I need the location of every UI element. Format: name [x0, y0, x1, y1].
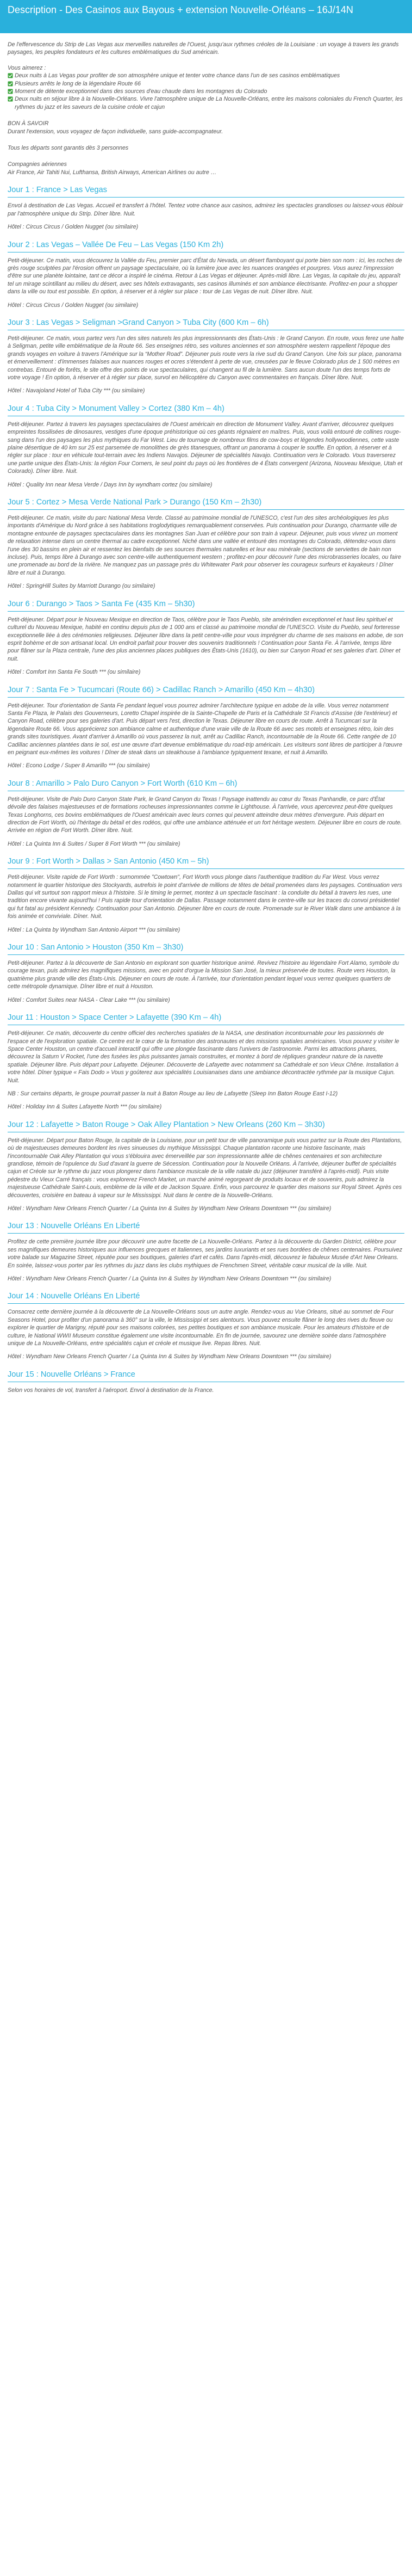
day-paragraph: Petit-déjeuner. Départ pour Baton Rouge, la capitale de la Louisiane, pour un petit tour de ville panoramique puis vous partez sur la Route des Plantations, où de majestueuses demeures bordent les rives sinueuses du mythique Mississippi. Chaque plantation raconte une histoire fascinante, mais l'incontournable Oak Alley Plantation qui vous s'éblouira avec émerveillée par son impressionnante allée de chênes centenaires et son architecture grandiose, témoin de l'opulence du Sud d'avant la guerre de Sécession. Continuation pour la Nouvelle Orléans. À l'arrivée, déjeuner buffet de spécialités cajun et Créole sur le rythme du jazz vous plongerez dans l'ambiance musicale de la ville natale du jazz (déjeuner transféré à l'après-midi). Puis visite pédestre du Vieux Carré français : vous explorerez French Market, un marché animé regorgeant de produits locaux et de souvenirs, puis admirez la majestueuse Cathédrale Saint-Louis, emblème de la ville et de Jackson Square. Enfin, vous parcourez le quartier des maisons sur Royal Street. Après ces découvertes, croisière en bateau à vapeur sur le Mississippi. Nuit dans le centre de la Nouvelle-Orléans. — [8, 1137, 402, 1199]
day-paragraph: Petit-déjeuner. Partez à la découverte de San Antonio en explorant son quartier historique animé. Revivez l'histoire au légendaire Fort Alamo, symbole du courage texan, puis admirez les magnifiques missions, avec en point d'orgue la Mission San José, la mieux préservée de toutes. Route vers Houston, la quatrième plus grande ville des États-Unis. Déjeuner en cours de route. À l'arrivée, tour d'orientation pendant lequel vous verrez quelques quartiers de cette métropole dynamique. Dîner libre et nuit à Houston. — [8, 960, 399, 990]
day-title: Jour 6 : Durango > Taos > Santa Fe (435 Km – 5h30) — [8, 599, 195, 608]
day-paragraph: Hôtel : Circus Circus / Golden Nugget (ou similaire) — [8, 224, 139, 231]
checkbox-icon — [8, 89, 13, 94]
day-paragraph: Hôtel : Comfort Suites near NASA - Clear Lake *** (ou similaire) — [8, 996, 170, 1003]
day-section — [8, 240, 404, 309]
title-bar — [0, 0, 412, 33]
day-title: Jour 2 : Las Vegas – Vallée De Feu – Las Vegas (150 Km 2h) — [8, 240, 224, 249]
day-paragraph: Hôtel : Wyndham New Orleans French Quarter / La Quinta Inn & Suites by Wyndham New Orleans Downtown *** (ou similaire) — [8, 1275, 332, 1283]
day-section — [8, 856, 404, 934]
day-paragraph: Profitez de cette première journée libre pour découvrir une autre facette de La Nouvelle-Orléans. Partez à la découverte du Garden District, célèbre pour ses magnifiques demeures historiques aux influences grecques et italiennes, ses jardins luxuriants et ses rues bordées de chênes centenaires. Poursuivez votre balade sur Magazine Street, réputée pour ses boutiques, galeries d'art et cafés. Dans l'après-midi, découvrez le fabuleux Musée d'Art New Orleans. En soirée, laissez-vous porter par les rythmes du jazz dans les clubs mythiques de Frenchmen Street, véritable cœur musical de la ville. Nuit. — [8, 1238, 403, 1269]
bon-a-savoir-text: Durant l'extension, vous voyagez de façon individuelle, sans guide-accompagnateur. — [8, 128, 223, 135]
day-section — [8, 599, 404, 676]
airlines-heading: Compagnies aériennes — [8, 161, 67, 168]
day-title: Jour 1 : France > Las Vegas — [8, 186, 107, 195]
day-section — [8, 1013, 404, 1111]
day-title: Jour 14 : Nouvelle Orléans En Liberté — [8, 1292, 140, 1301]
day-paragraph: Hôtel : Econo Lodge / Super 8 Amarillo *** (ou similaire) — [8, 762, 150, 769]
highlight-text: Plusieurs arrêts le long de la légendaire Route 66 — [15, 80, 141, 87]
highlight-item — [8, 88, 404, 95]
day-section — [8, 685, 404, 770]
highlight-item — [8, 80, 404, 88]
day-section — [8, 942, 404, 1004]
day-paragraph: Petit-déjeuner. Partez à travers les paysages spectaculaires de l'Ouest américain en direction de Monument Valley. Avant d'arriver, découvrez quelques empreintes fossilisées de dinosaures, vestiges d'une époque préhistorique où ces géants régnaient en maîtres. Puis, vous voilà entouré de collines rouge-sang dans l'un des paysages les plus mythiques du Far West. Lieu de tournage de nombreux films de cow-boys et légendes hollywoodiennes, cette vaste plaine désertique de 40 km sur 25 est parsemée de monolithes de grès titanesques, offrant un panorama à couper le souffle. En option, à réserver et à régler sur place : tour en véhicule tout-terrain avec les Indiens Navajos. Déjeuner de spécialités Navajo. Continuation vers le Colorado. Vous traverserez une partie unique des États-Unis: la région Four Corners, le seul point du pays où les frontières de 4 États convergent (Arizona, Nouveau Mexique, Utah et Colorado). Dîner libre. Nuit. — [8, 421, 403, 475]
day-title: Jour 12 : Lafayette > Baton Rouge > Oak Alley Plantation > New Orleans (260 Km – 3h30) — [8, 1120, 325, 1129]
day-paragraph: Petit-déjeuner. Ce matin, découverte du centre officiel des recherches spatiales de la NASA, une destination incontournable pour les passionnés de l'espace et de l'exploration spatiale. Ce centre est le cœur de la formation des astronautes et des missions spatiales américaines. Vous pouvez y visiter le Space Center Houston, un centre d'accueil interactif qui offre une plongée fascinante dans l'univers de l'astronomie. Parmi les attractions phares, découvrez la Saturn V Rocket, l'une des fusées les plus puissantes jamais construites, et montez à bord de répliques grandeur nature de la navette spatiale. Déjeuner libre. Puis départ pour Lafayette. Déjeuner. Découverte de Lafayette avec notamment sa Cathédrale et son Vieux Chêne. Installation à votre hôtel. Dîner typique « Fais Dodo » Vous y goûterez aux spécialités Louisianaises dans une ambiance décontractée rythmée par la musique Cajun. Nuit. — [8, 1030, 399, 1084]
day-divider — [8, 509, 404, 510]
day-paragraph: Petit-déjeuner. Ce matin, vous partez vers l'un des sites naturels les plus impressionnants des États-Unis : le Grand Canyon. En route, vous ferez une halte à Seligman, petite ville emblématique de la Route 66. Ses enseignes rétro, ses voitures anciennes et son atmosphère western rappellent l'époque des grands voyages en voiture à travers l'Amérique sur la “Mother Road”. Déjeuner puis route vers la rive sud du Grand Canyon. Une fois sur place, panorama et émerveillement : d'immenses falaises aux nuances rouges et ocres s'étendent à perte de vue, creusées par le fleuve Colorado plus de 1 500 mètres en contrebas. Entouré de forêts, le site offre des points de vue spectaculaires, qui changent au fil de la lumière. Sans aucun doute l'un des temps forts de votre voyage ! En option, à réserver et à régler sur place, survol en hélicoptère du Canyon avec commentaires en français. Dîner libre. Nuit. — [8, 335, 404, 381]
day-paragraph: Hôtel : Wyndham New Orleans French Quarter / La Quinta Inn & Suites by Wyndham New Orleans Downtown *** (ou similaire) — [8, 1205, 332, 1212]
highlight-text: Deux nuits en séjour libre à la Nouvelle-Orléans. Vivre l'atmosphère unique de La Nouvelle-Orléans, entre les maisons coloniales du French Quarter, les rythmes du jazz et les saveurs de la cuisine créole et cajun — [15, 96, 403, 110]
day-divider — [8, 611, 404, 612]
highlights-heading: Vous aimerez : — [8, 64, 46, 71]
day-paragraph: Hôtel : Wyndham New Orleans French Quarter / La Quinta Inn & Suites by Wyndham New Orleans Downtown *** (ou similaire) — [8, 1353, 332, 1360]
day-divider — [8, 697, 404, 698]
day-divider — [8, 954, 404, 955]
airlines — [8, 161, 404, 176]
day-paragraph: Petit-déjeuner. Ce matin, visite du parc National Mesa Verde. Classé au patrimoine mondial de l'UNESCO, c'est l'un des sites archéologiques les plus importants d'Amérique du Nord grâce à ses habitations troglodytiques remarquablement conservées. Puis continuation pour Durango, charmante ville de montagne entourée de paysages spectaculaires dans les montagnes San Juan et célèbre pour son train à vapeur. Déjeuner, puis vous vivrez un moment de relaxation intense dans un centre thermal au cadre exceptionnel. Niché dans une vallée et entouré des montagnes du Colorado, détendez-vous dans l'une des 30 bassins en plein air et ressentez les bienfaits de ses sources thermales naturelles et leur eau minérale (sections de serviettes de bain non incluse). Puis, temps libre à Durango avec son centre-ville authentiquement western ; profitez-en pour découvrir l'une des microbrasseries locales, ou faire une promenade au bord de la rivière. Ne manquez pas un passage près du Whitewater Park pour observer les courageux surfeurs et kayakeurs ! Dîner libre et nuit à Durango. — [8, 515, 401, 576]
day-divider — [8, 1303, 404, 1304]
day-paragraph: Petit-déjeuner. Visite de Palo Duro Canyon State Park, le Grand Canyon du Texas ! Paysage inattendu au cœur du Texas Panhandle, ce parc d'État dévoile des falaises majestueuses et de formations rocheuses impressionnantes comme le Lighthouse. À l'arrivée, vous apercevrez peut-être quelques Texas Longhorns, ces bovins emblématiques de l'Ouest américain avec leurs cornes qui peuvent atteindre deux mètres d'envergure. Puis départ en direction de Fort Worth, où l'héritage du bétail et des rodéos, qui offre une ambiance atténuée et un fort héritage western. Déjeuner libre en cours de route. Arrivée en région de Fort Worth. Dîner libre. Nuit. — [8, 796, 402, 834]
page-title: Description - Des Casinos aux Bayous + extension Nouvelle-Orléans – 16J/14N — [8, 4, 353, 15]
departures-note: Tous les départs sont garantis dès 3 personnes — [8, 145, 129, 152]
day-paragraph: Consacrez cette dernière journée à la découverte de La Nouvelle-Orléans sous un autre angle. Rendez-vous au Vue Orleans, situé au sommet de Four Seasons Hotel, pour profiter d'un panorama à 360° sur la ville, le Mississippi et ses alentours. Vous pouvez ensuite flâner le long des rives du fleuve ou explorer le quartier de Marigny, réputé pour ses maisons colorées, ses petites boutiques et son ambiance musicale. Pour les amateurs d'histoire et de culture, le National WWII Museum constitue également une visite incontournable. En fin de journée, savourez une dernière soirée dans l'atmosphère unique de La Nouvelle-Orléans, entre spécialités cajun et créole et musique live. Repas libres. Nuit. — [8, 1309, 394, 1347]
day-section — [8, 404, 404, 489]
day-title: Jour 4 : Tuba City > Monument Valley > Cortez (380 Km – 4h) — [8, 404, 224, 413]
highlight-item — [8, 72, 404, 79]
day-title: Jour 9 : Fort Worth > Dallas > San Antonio (450 Km – 5h) — [8, 857, 209, 866]
highlight-text: Moment de détente exceptionnel dans des sources d'eau chaude dans les montagnes du Colorado — [15, 88, 267, 95]
day-title: Jour 3 : Las Vegas > Seligman >Grand Canyon > Tuba City (600 Km – 6h) — [8, 318, 269, 327]
day-title: Jour 7 : Santa Fe > Tucumcari (Route 66) > Cadillac Ranch > Amarillo (450 Km – 4h30) — [8, 685, 315, 694]
day-section — [8, 497, 404, 590]
highlights — [8, 64, 404, 111]
highlight-text: Deux nuits à Las Vegas pour profiter de son atmosphère unique et tenter votre chance dans l'un de ses casinos emblématiques — [15, 72, 340, 79]
day-title: Jour 15 : Nouvelle Orléans > France — [8, 1370, 135, 1379]
day-paragraph: Hôtel : Circus Circus / Golden Nugget (ou similaire) — [8, 301, 139, 309]
checkbox-icon — [8, 96, 13, 102]
day-section — [8, 1370, 404, 1394]
content — [0, 41, 412, 1394]
day-section — [8, 185, 404, 231]
day-paragraph: Hôtel : Navajoland Hotel of Tuba City *** (ou similaire) — [8, 387, 145, 395]
day-section — [8, 318, 404, 395]
itinerary — [8, 185, 404, 1394]
checkbox-icon — [8, 73, 13, 78]
day-divider — [8, 868, 404, 869]
day-paragraph: Envol à destination de Las Vegas. Accueil et transfert à l'hôtel. Tentez votre chance aux casinos, admirez les spectacles grandioses ou laissez-vous éblouir par l'atmosphère unique du Strip. Dîner libre. Nuit. — [8, 202, 403, 217]
day-divider — [8, 1233, 404, 1234]
day-paragraph: Hôtel : Holiday Inn & Suites Lafayette North *** (ou similaire) — [8, 1104, 162, 1111]
day-section — [8, 1291, 404, 1360]
bon-a-savoir-heading: BON À SAVOIR — [8, 120, 49, 127]
day-paragraph: Hôtel : Quality Inn near Mesa Verde / Days Inn by wyndham cortez (ou similaire) — [8, 481, 213, 488]
day-title: Jour 10 : San Antonio > Houston (350 Km – 3h30) — [8, 943, 184, 952]
day-divider — [8, 197, 404, 198]
day-paragraph: Hôtel : La Quinta by Wyndham San Antonio Airport *** (ou similaire) — [8, 926, 180, 933]
bon-a-savoir — [8, 120, 404, 135]
day-title: Jour 5 : Cortez > Mesa Verde National Park > Durango (150 Km – 2h30) — [8, 498, 262, 507]
day-paragraph: Selon vos horaires de vol, transfert à l'aéroport. Envol à destination de la France. — [8, 1386, 214, 1394]
airlines-text: Air France, Air Tahiti Nui, Lufthansa, British Airways, American Airlines ou autre … — [8, 169, 217, 176]
day-paragraph: Petit-déjeuner. Départ pour le Nouveau Mexique en direction de Taos, célèbre pour le Taos Pueblo, site amérindien exceptionnel et haut lieu spirituel et culturel du Nouveau Mexique, habité en continu depuis plus de 1 000 ans et classé au patrimoine mondial de l'UNESCO. Visite du Pueblo, seul forteresse exceptionnelle liée à des cérémonies religieuses. Déjeuner libre dans la petit centre-ville pour vous imprégner du charme de ses maisons en adobe, de son esprit bohème et de son artisanat local. Un endroit parfait pour trouver des souvenirs traditionnels ! Continuation pour Santa Fe. À l'arrivée, temps libre pour flâner sur la Plaza centrale, l'une des plus anciennes places publiques des États-Unis (1610), ou bien sur Canyon Road et ses galeries d'art. Dîner et nuit. — [8, 616, 403, 662]
day-section — [8, 1120, 404, 1213]
day-paragraph: Hôtel : Comfort Inn Santa Fe South *** (ou similaire) — [8, 669, 141, 676]
day-paragraph: Petit-déjeuner. Ce matin, vous découvrez la Vallée du Feu, premier parc d'État du Nevada, un désert flamboyant qui porte bien son nom : ici, les roches de grès rouge sculptées par l'érosion offrent un paysage spectaculaire, où la lumière joue avec les nuances orangées et pourpres. Vous aurez l'impression d'être sur une planète lointaine, tant ce décor a inspiré le cinéma. Retour à Las Vegas et déjeuner. Après-midi libre. Las Vegas, la capitale du jeu, apparaît tel un mirage scintillant au milieu du désert, avec ses hôtels extravagants, ses casinos illuminés et son ambiance électrisante. Profitez-en pour a shopper dans la ville ou tout est possible. En option, à réserver et à régler sur place : tour de Las Vegas de nuit. Dîner libre. Nuit. — [8, 257, 402, 295]
day-section — [8, 779, 404, 848]
day-paragraph: Hôtel : SpringHill Suites by Marriott Durango (ou similaire) — [8, 583, 155, 590]
day-title: Jour 13 : Nouvelle Orléans En Liberté — [8, 1222, 140, 1231]
intro-text: De l'effervescence du Strip de Las Vegas aux merveilles naturelles de l'Ouest, jusqu'aux rythmes créoles de la Louisiane : un voyage à travers les grands paysages, les peuples fondateurs et les cultures emblématiques du Sud américain. — [8, 41, 399, 56]
day-paragraph: NB : Sur certains départs, le groupe pourrait passer la nuit à Baton Rouge au lieu de Lafayette (Sleep Inn Baton Rouge East I-12) — [8, 1090, 338, 1097]
day-title: Jour 11 : Houston > Space Center > Lafayette (390 Km – 4h) — [8, 1013, 222, 1022]
day-paragraph: Petit-déjeuner. Tour d'orientation de Santa Fe pendant lequel vous pourrez admirer l'architecture typique en adobe de la ville. Vous verrez notamment Santa Fe Plaza, le Palais des Gouverneurs, Loretto Chapel inspirée de la Sainte-Chapelle de Paris et la Cathédrale St Francis d'Assise (de l'extérieur) et Canyon Road, célèbre pour ses galeries d'art. Puis départ vers l'est, direction le Texas. Déjeuner libre en cours de route. Arrêt à Tucumcari sur la légendaire Route 66. Vous apprécierez son ambiance calme et authentique d'une vraie ville de la Route 66 avec ses motels et enseignes rétro, loin des grands sites touristiques. Avant d'arriver à Amarillo où vous passerez la nuit, arrêt au Cadillac Ranch, incontournable de la Route 66. Cette rangée de 10 Cadillac anciennes plantées dans le sol, est une œuvre d'art devenue emblématique du road-trip américain. Les visiteurs sont libres de participer à l'œuvre en peignant eux-mêmes les voitures ! Dîner de steak dans un steakhouse à l'ambiance typiquement texane, et nuit à Amarillo. — [8, 702, 402, 756]
day-paragraph: Petit-déjeuner. Visite rapide de Fort Worth : surnommée "Cowtown", Fort Worth vous plonge dans l'authentique tradition du Far West. Vous verrez notamment le quartier historique des Stockyards, autrefois le point d'arrivée de millions de têtes de bétail promenées dans les paysages. Continuation vers Dallas qui vit surtout son rapport mieux à l'histoire. Si le timing le permet, montez à un spectacle fascinant : la conduite du bétail à travers les rues, une tradition encore vivante aujourd'hui ! Puis rapide tour d'orientation de Dallas. Passage notamment dans le centre-ville sur les traces du convoi présidentiel qui fut fatal au président Kennedy. Continuation pour San Antonio. Déjeuner libre en cours de route. Promenade sur le River Walk dans une ambiance à la fois animée et conviviale. Dîner. Nuit. — [8, 874, 402, 920]
day-paragraph: Hôtel : La Quinta Inn & Suites / Super 8 Fort Worth *** (ou similaire) — [8, 840, 180, 847]
highlight-item — [8, 95, 404, 111]
day-title: Jour 8 : Amarillo > Palo Duro Canyon > Fort Worth (610 Km – 6h) — [8, 779, 238, 788]
day-section — [8, 1221, 404, 1283]
checkbox-icon — [8, 81, 13, 87]
